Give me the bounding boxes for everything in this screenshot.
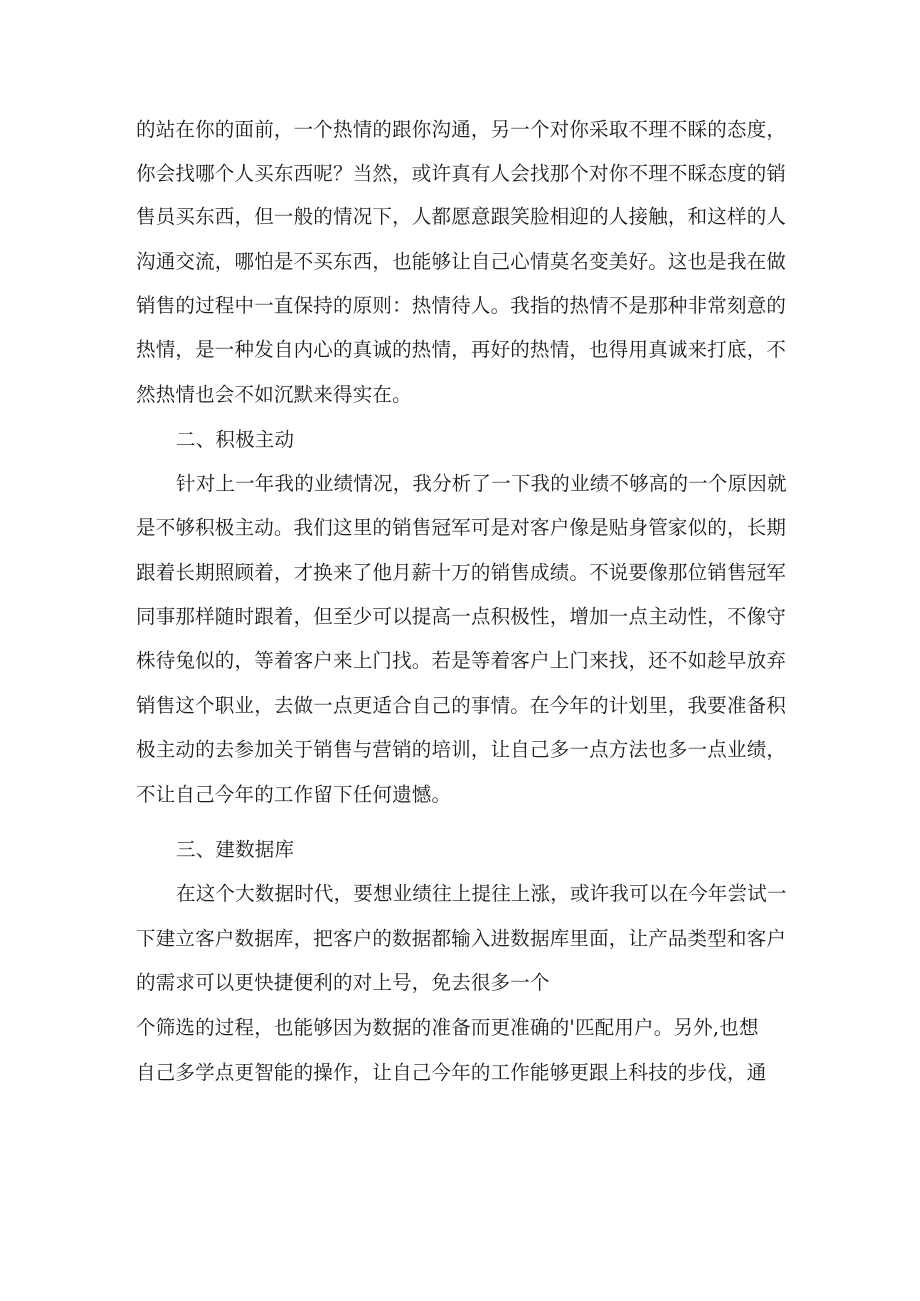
section-heading: 二、积极主动: [176, 428, 295, 451]
body-text-line: 售员买东西，但一般的情况下，人都愿意跟笑脸相迎的人接触，和这样的人: [136, 205, 787, 228]
body-text-line: 跟着长期照顾着，才换来了他月薪十万的销售成绩。不说要像那位销售冠军: [136, 561, 787, 584]
body-text-line: 针对上一年我的业绩情况，我分析了一下我的业绩不够高的一个原因就: [176, 472, 787, 495]
body-text-line: 同事那样随时跟着，但至少可以提高一点积极性，增加一点主动性，不像守: [136, 605, 787, 628]
body-text-line: 在这个大数据时代，要想业绩往上提往上涨，或许我可以在今年尝试一: [176, 882, 787, 905]
body-text-line: 然热情也会不如沉默来得实在。: [136, 383, 412, 406]
body-text-line: 自己多学点更智能的操作，让自己今年的工作能够更跟上科技的步伐，通: [136, 1061, 767, 1084]
body-text-line: 是不够积极主动。我们这里的销售冠军可是对客户像是贴身管家似的，长期: [136, 516, 787, 539]
body-text-line: 销售这个职业，去做一点更适合自己的事情。在今年的计划里，我要准备积: [136, 694, 787, 717]
body-text-line: 你会找哪个人买东西呢？当然，或许真有人会找那个对你不理不睬态度的销: [136, 162, 787, 185]
body-text-line: 下建立客户数据库，把客户的数据都输入进数据库里面，让产品类型和客户: [136, 927, 787, 950]
body-text-line: 沟通交流，哪怕是不买东西，也能够让自己心情莫名变美好。这也是我在做: [136, 250, 787, 273]
body-text-line: 极主动的去参加关于销售与营销的培训，让自己多一点方法也多一点业绩，: [136, 738, 787, 761]
body-text-line: 不让自己今年的工作留下任何遗憾。: [136, 783, 452, 806]
body-text-line: 的需求可以更快捷便利的对上号，免去很多一个: [136, 971, 550, 994]
body-text-line: 销售的过程中一直保持的原则：热情待人。我指的热情不是那种非常刻意的: [136, 294, 787, 317]
body-text-line: 株待兔似的，等着客户来上门找。若是等着客户上门来找，还不如趁早放弃: [136, 649, 787, 672]
body-text-line: 热情，是一种发自内心的真诚的热情，再好的热情，也得用真诚来打底，不: [136, 338, 787, 361]
section-heading: 三、建数据库: [176, 838, 295, 861]
body-text-line: 个筛选的过程，也能够因为数据的准备而更准确的'匹配用户。另外,也想: [136, 1016, 759, 1039]
body-text-line: 的站在你的面前，一个热情的跟你沟通，另一个对你采取不理不睬的态度，: [136, 118, 787, 141]
